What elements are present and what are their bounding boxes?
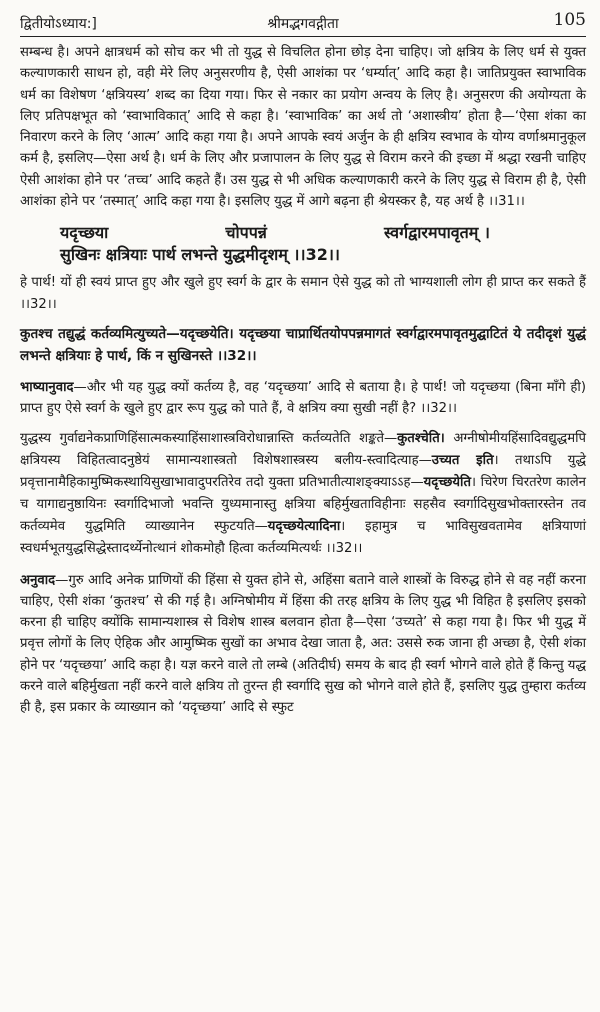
commentary-paragraph-31: सम्बन्ध है। अपने क्षात्रधर्म को सोच कर भी तो युद्ध से विचलित होना छोड़ देना चाहिए। जो क्षत्रिय के लिए धर्म से युक्त कल्याणकारी साधन हो, वही मेरे लिए अनुसरणीय है, ऐसी आशंका पर ‘धर्म्यात्’ आदि कहा है। जातिप्रयुक्त स्वाभाविक धर्म का विशेषण ‘क्षत्रियस्य’ शब्द का दिया गया। फिर से नकार का प्रयोग अन्वय के लिए है। अनुसरण की अयोग्यता के लिए प्रतिपक्षभूत को ‘स्वाभाविकात्’ आदि से कहा है। ‘स्वाभाविक’ का अर्थ तो ‘अशास्त्रीय’ होता है—‘ऐसा शंका का निवारण करने के लिए ‘आत्म’ आदि कहा गया है। अपने आपके स्वयं अर्जुन के ही क्षत्रिय स्वभाव के योग्य वर्णाश्रमानुकूल कर्म है, इसलिए—ऐसा अर्थ है। धर्म के लिए और प्रजापालन के लिए युद्ध से विराम करने की इच्छा में श्रद्धा रखनी चाहिए ऐसी आशंका होने पर ‘तच्च’ आदि कहते हैं। उस युद्ध से भी अधिक कल्याणकारी करने के लिए युद्ध से विराम ही है, ऐसी आशंका होने पर ‘तस्मात्’ आदि कहा गया है। इसलिए युद्ध में आगे बढ़ना ही श्रेयस्कर है, यह अर्थ है ।।31।। [20, 45, 586, 210]
book-title: श्रीमद्भगवद्गीता [267, 16, 339, 32]
bhashyanuvad-label: भाष्यानुवाद [20, 379, 74, 395]
tika-sanskrit [20, 428, 586, 560]
tika-bold-2: उच्यत इति [431, 452, 494, 468]
anuvad-paragraph [20, 570, 586, 719]
verse-word-3: स्वर्गद्वारमपावृतम् । [383, 223, 490, 243]
verse-translation: हे पार्थ! यों ही स्वयं प्राप्त हुए और खुले हुए स्वर्ग के द्वार के समान ऐसे युद्ध को तो भाग्यशाली लोग ही प्राप्त कर सकते हैं ।।32।। [20, 275, 586, 312]
verse-line-2: सुखिनः क्षत्रियाः पार्थ लभन्ते युद्धमीदृशम् ।।32।। [60, 245, 340, 265]
bhashyanuvad-text: —और भी यह युद्ध क्यों कर्तव्य है, वह ‘यदृच्छया’ आदि से बताया है। हे पार्थ! जो यदृच्छया (बिना माँगे ही) प्राप्त हुए ऐसे स्वर्ग के खुले हुए द्वार रूप युद्ध को पाते हैं, वे क्षत्रिय क्या सुखी नहीं है? ।।32।। [20, 379, 586, 417]
chapter-heading: द्वितीयोऽध्याय:] [20, 16, 97, 32]
tika-bold-4: यदृच्छयेत्यादिना [267, 518, 341, 534]
tika-part-3: । तथाऽपि युद्धे प्रवृत्तानामैहिकामुष्मिकस्थायिसुखाभावादुपरतिरेव तदो युक्ता प्रतिभातीत्याशङ्क्याऽऽह— [20, 452, 586, 490]
bhashya-sanskrit: कुतश्च तद्युद्धं कर्तव्यमित्युच्यते—यदृच्छयेति। यदृच्छया चाप्रार्थितयोपपन्नमागतं स्वर्गद्वारमपावृतमुद्घाटितं ये तदीदृशं युद्धं लभन्ते क्षत्रियाः हे पार्थ, किं न सुखिनस्ते ।।32।। [20, 325, 586, 364]
verse-line-1 [60, 222, 490, 244]
tika-bold-3: यदृच्छयेति [423, 474, 471, 490]
tika-part-5: । इहामुत्र च भाविसुखवतामेव क्षत्रियाणां स्वधर्मभूतयुद्धसिद्धेस्तादर्थ्येनोत्थानं शोकमोहौ हित्वा कर्तव्यमित्यर्थः ।।32।। [20, 518, 586, 556]
verse-word-1: यदृच्छया [60, 223, 109, 243]
tika-bold-1: कुतश्चेति। [397, 430, 445, 446]
bhashyanuvad-paragraph [20, 377, 586, 420]
verse-32 [60, 222, 586, 266]
tika-part-1: युद्धस्य गुर्वाद्यनेकप्राणिहिंसात्मकस्याहिंसाशास्त्रविरोधान्नास्ति कर्तव्यतेति शङ्कते— [20, 430, 398, 446]
page-header [20, 6, 586, 32]
anuvad-label: अनुवाद [20, 572, 56, 588]
tika-part-2: अग्नीषोमीयहिंसादिवद्युद्धमपि क्षत्रियस्य विहितत्वादनुष्ठेयं सामान्यशास्त्रतो विशेषशास्त्रस्य बलीय-स्त्वादित्याह— [20, 430, 586, 468]
verse-word-2: चोपपन्नं [225, 223, 267, 243]
tika-part-4: । चिरेण चिरतरेण कालेन च यागाद्यनुष्ठायिनः स्वर्गादिभाजो भवन्ति युध्यमानास्तु क्षत्रिया बहिर्मुखताविहीनाः सहसैव स्वर्गादिसुखभोक्तारस्तेन तव कर्तव्यमेव युद्धमिति व्याख्यानेन स्फुटयति— [20, 474, 586, 534]
anuvad-text: —गुरु आदि अनेक प्राणियों की हिंसा से युक्त होने से, अहिंसा बताने वाले शास्त्रों के विरुद्ध होने से वह नहीं करना चाहिए, ऐसी शंका ‘कुतश्च’ से की गई है। अग्निषोमीय में हिंसा की तरह क्षत्रिय के लिए युद्ध भी विहित है इसलिए इसको करना ही चाहिए क्योंकि सामान्यशास्त्र से विशेष शास्त्र बलवान होता है—ऐसा ‘उच्यते’ से कहा गया है। फिर भी युद्ध में प्रवृत्त लोगों के लिए ऐहिक और आमुष्मिक सुखों का अभाव देखा जाता है, अत: उससे रुक जाना ही अच्छा है, ऐसी शंका होने पर ‘यदृच्छया’ आदि कहा है। यज्ञ करने वाले तो लम्बे (अतिदीर्घ) समय के बाद ही स्वर्ग भोगने वाले होते हैं किन्तु यद्ध करने वाले बहिर्मुखता नहीं करने वाले क्षत्रिय तो तुरन्त ही स्वर्गादि सुख को भोगने वाले होते हैं, इसलिए युद्ध तुम्हारा कर्तव्य ही है, इस प्रकार के व्याख्यान को ‘यदृच्छया’ आदि से स्फुट [20, 572, 586, 716]
header-rule [20, 36, 586, 37]
page-number: 105 [553, 10, 586, 30]
